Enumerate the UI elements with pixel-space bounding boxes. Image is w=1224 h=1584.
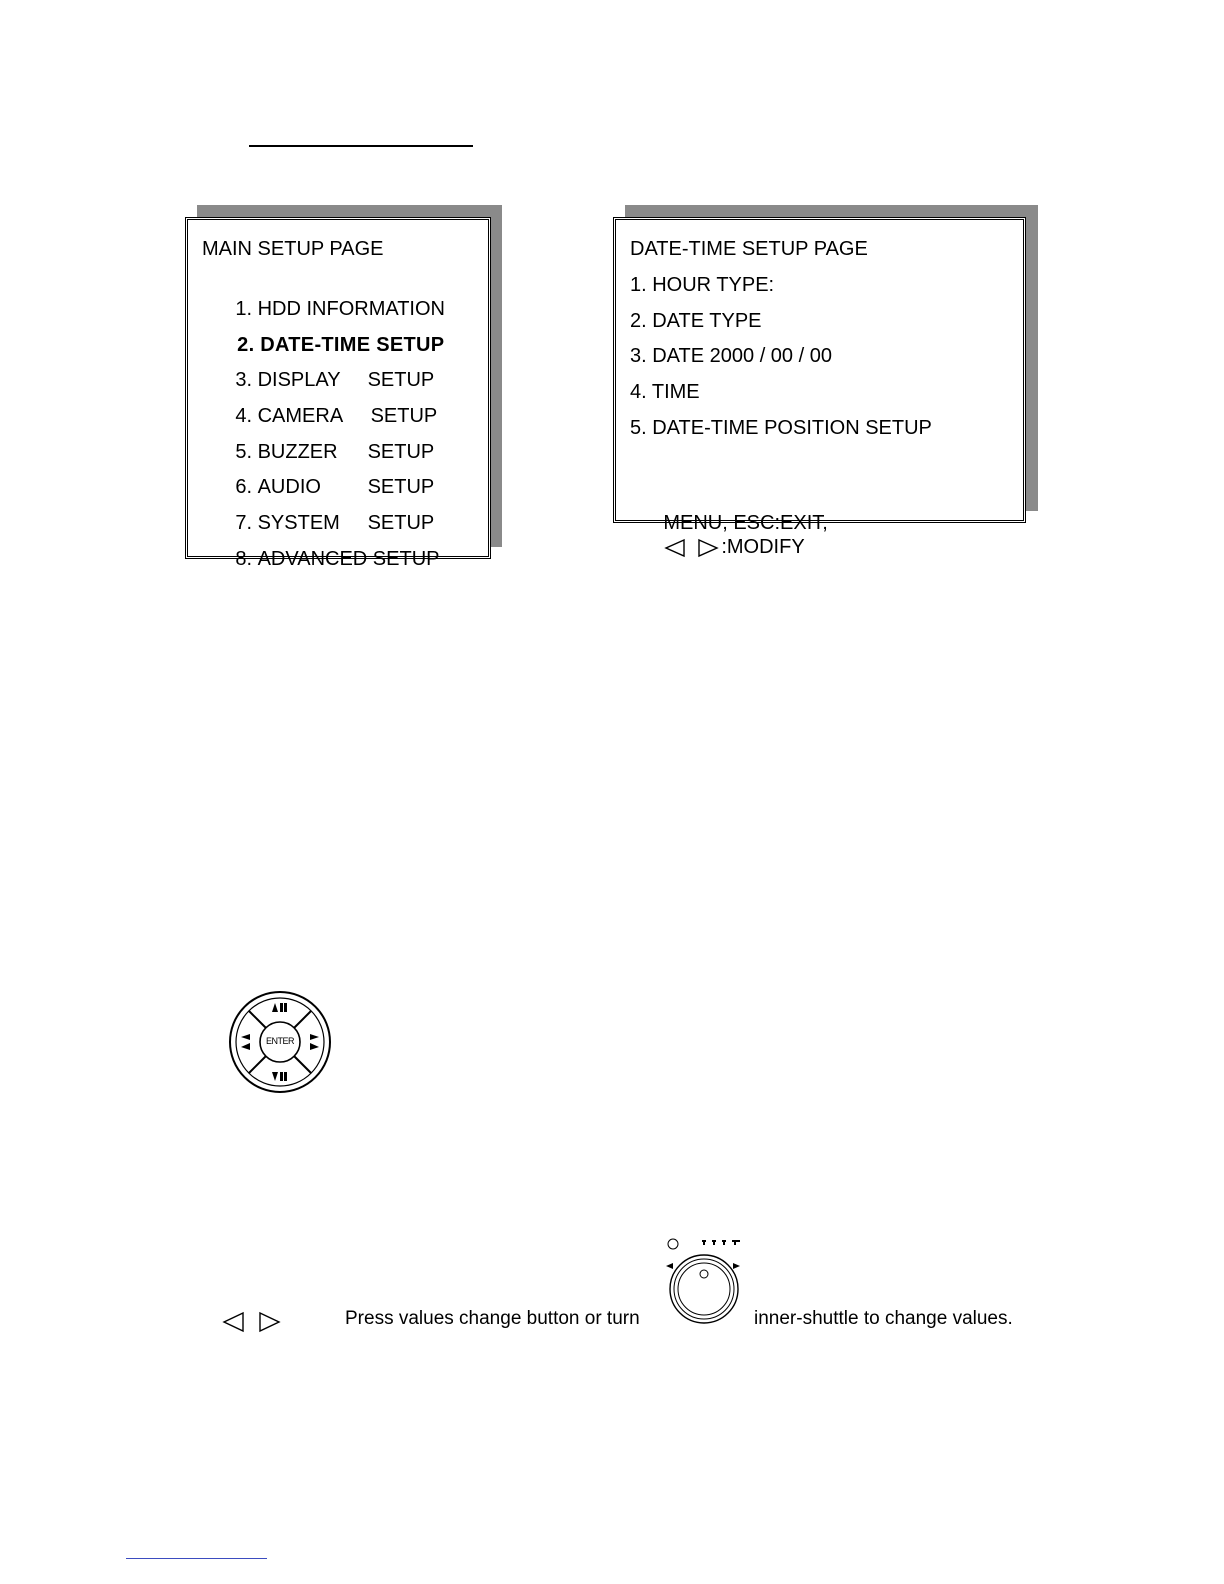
item-number: 4. xyxy=(235,405,253,427)
item-number: 2. xyxy=(237,334,255,356)
menu-item-date-type[interactable]: 2. DATE TYPE xyxy=(630,310,762,332)
item-name: ADVANCED SETUP xyxy=(257,548,440,570)
item-name: AUDIO xyxy=(257,476,321,498)
item-suffix: SETUP xyxy=(370,405,438,427)
menu-item-hour-type[interactable]: 1. HOUR TYPE: xyxy=(630,274,775,296)
main-setup-title: MAIN SETUP PAGE xyxy=(202,238,384,260)
jog-shuttle-icon xyxy=(662,1234,748,1330)
enter-button-label: ENTER xyxy=(265,1036,294,1046)
section-heading-underline xyxy=(249,145,473,147)
hint-exit-text: MENU, ESC:EXIT, xyxy=(663,512,828,534)
item-name: HDD INFORMATION xyxy=(257,298,445,320)
item-number: 7. xyxy=(235,512,253,534)
item-number: 6. xyxy=(235,476,253,498)
item-suffix: SETUP xyxy=(367,476,435,498)
menu-item-advanced-setup[interactable] xyxy=(202,523,439,595)
left-right-arrows-icon xyxy=(663,537,721,559)
date-time-setup-panel xyxy=(613,205,1039,558)
menu-item-date[interactable]: 3. DATE 2000 / 00 / 00 xyxy=(630,345,832,367)
date-time-hint xyxy=(630,487,828,583)
date-time-title: DATE-TIME SETUP PAGE xyxy=(630,238,868,260)
instruction-text-before: Press values change button or turn xyxy=(345,1308,640,1329)
instruction-text-after: inner-shuttle to change values. xyxy=(754,1308,1013,1329)
dpad-icon xyxy=(228,990,332,1094)
hint-modify-text: :MODIFY xyxy=(721,536,805,558)
menu-item-date-time-position[interactable]: 5. DATE-TIME POSITION SETUP xyxy=(630,417,932,439)
item-name: DISPLAY xyxy=(257,369,341,391)
item-number: 8. xyxy=(235,548,253,570)
date-time-setup-box xyxy=(613,217,1026,558)
footer-link-underline xyxy=(126,1558,267,1559)
item-number: 5. xyxy=(235,441,253,463)
item-name: CAMERA xyxy=(257,405,344,427)
item-number: 1. xyxy=(235,298,253,320)
item-suffix: SETUP xyxy=(367,512,435,534)
item-name: BUZZER xyxy=(257,441,338,463)
menu-item-time[interactable]: 4. TIME xyxy=(630,381,700,403)
main-setup-box xyxy=(185,217,491,570)
item-name: SYSTEM xyxy=(257,512,340,534)
item-name: DATE-TIME SETUP xyxy=(260,334,445,356)
left-right-arrows-icon xyxy=(222,1311,284,1333)
main-setup-panel xyxy=(185,205,503,570)
item-number: 3. xyxy=(235,369,253,391)
item-suffix: SETUP xyxy=(367,441,435,463)
item-suffix: SETUP xyxy=(367,369,435,391)
